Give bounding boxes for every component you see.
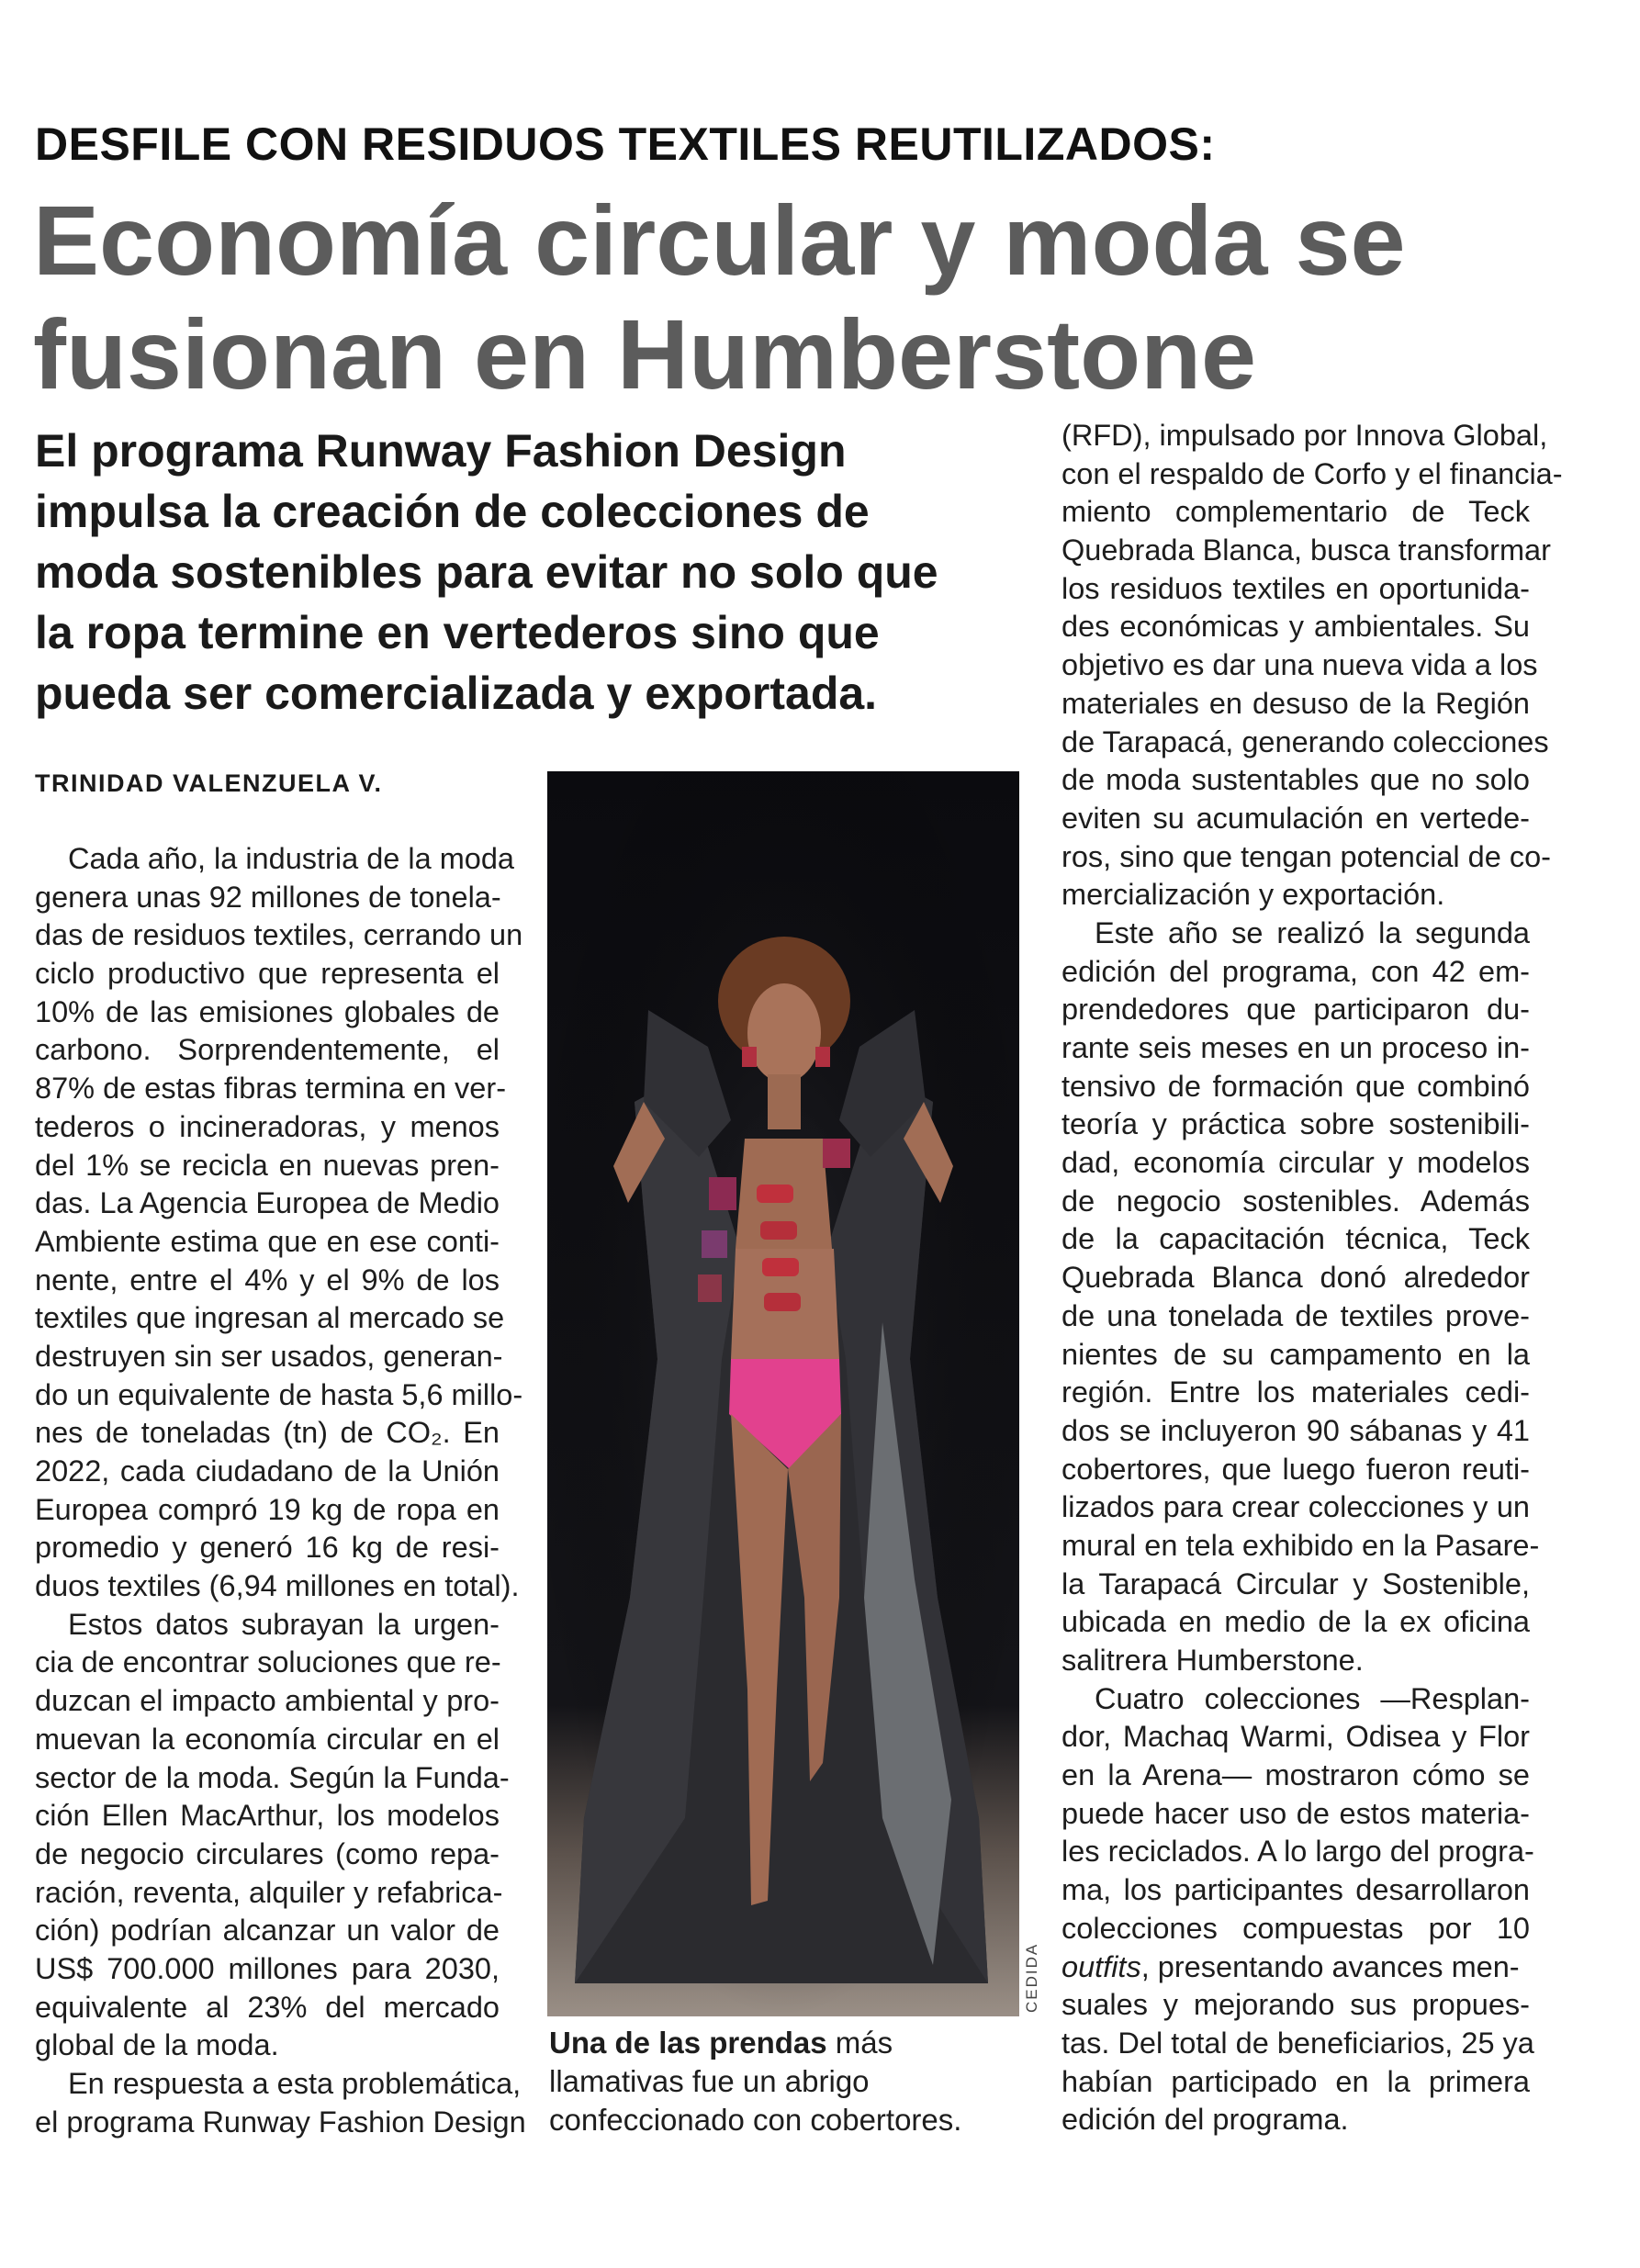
body-line: do un equivalente de hasta 5,6 millo- xyxy=(35,1377,523,1411)
body-line: suales y mejorando sus propues- xyxy=(1062,1988,1530,2022)
caption-line: confeccionado con cobertores. xyxy=(549,2103,962,2137)
body-line: el programa Runway Fashion Design xyxy=(35,2105,526,2139)
body-line xyxy=(1062,1948,1530,1987)
body-line: puede hacer uso de estos materia- xyxy=(1062,1796,1530,1830)
body-line: materiales en desuso de la Región xyxy=(1062,686,1530,720)
body-line: de negocio circulares (como repa- xyxy=(35,1836,500,1870)
body-line: des económicas y ambientales. Su xyxy=(1062,610,1530,644)
body-line: 87% de estas fibras termina en ver- xyxy=(35,1072,507,1106)
body-line: edición del programa, con 42 em- xyxy=(1062,954,1530,988)
body-line: mercialización y exportación. xyxy=(1062,878,1445,912)
body-line: promedio y generó 16 kg de resi- xyxy=(35,1531,500,1565)
body-line: de Tarapacá, generando colecciones xyxy=(1062,724,1549,758)
body-line: equivalente al 23% del mercado xyxy=(35,1990,500,2024)
body-line: ción) podrían alcanzar un valor de xyxy=(35,1914,500,1948)
body-line: Europea compró 19 kg de ropa en xyxy=(35,1492,500,1526)
body-line: global de la moda. xyxy=(35,2028,279,2062)
outfits-rest: , presentando avances men- xyxy=(1140,1949,1520,1983)
caption-rest: más xyxy=(826,2026,893,2060)
body-line: del 1% se recicla en nuevas pren- xyxy=(35,1148,500,1182)
body-line: objetivo es dar una nueva vida a los xyxy=(1062,648,1538,682)
body-column-3 xyxy=(1062,417,1563,2139)
body-line: salitrera Humberstone. xyxy=(1062,1644,1364,1677)
body-line: ros, sino que tengan potencial de co- xyxy=(1062,839,1551,873)
deck-line: El programa Runway Fashion Design xyxy=(35,425,847,477)
body-line: Ambiente estima que en ese conti- xyxy=(35,1224,500,1258)
body-line: duos textiles (6,94 millones en total). xyxy=(35,1569,520,1603)
body-line: Quebrada Blanca donó alrededor xyxy=(1062,1261,1530,1295)
body-line: rante seis meses en un proceso in- xyxy=(1062,1031,1530,1064)
body-line: lizados para crear colecciones y un xyxy=(1062,1490,1530,1524)
photo-caption xyxy=(549,2024,1027,2139)
body-line: Este año se realizó la segunda xyxy=(1095,915,1530,949)
body-line: textiles que ingresan al mercado se xyxy=(35,1301,505,1335)
deck-line: pueda ser comercializada y exportada. xyxy=(35,668,878,719)
headline-line-2: fusionan en Humberstone xyxy=(33,298,1257,410)
body-line: carbono. Sorprendentemente, el xyxy=(35,1033,500,1067)
body-line: destruyen sin ser usados, generan- xyxy=(35,1339,503,1373)
body-line: la Tarapacá Circular y Sostenible, xyxy=(1062,1566,1530,1600)
body-line: eviten su acumulación en vertede- xyxy=(1062,801,1530,835)
deck-line: la ropa termine en vertederos sino que xyxy=(35,607,880,658)
body-line: ubicada en medio de la ex oficina xyxy=(1062,1605,1530,1639)
body-line: habían participado en la primera xyxy=(1062,2064,1530,2098)
body-line: los residuos textiles en oportunida- xyxy=(1062,571,1530,605)
body-line: tederos o incineradoras, y menos xyxy=(35,1109,500,1143)
runway-photo xyxy=(547,771,1019,2016)
body-line: mural en tela exhibido en la Pasare- xyxy=(1062,1528,1540,1562)
body-line: nes de toneladas (tn) de CO₂. En xyxy=(35,1416,500,1450)
body-line: US$ 700.000 millones para 2030, xyxy=(35,1951,500,1985)
body-line: muevan la economía circular en el xyxy=(35,1722,500,1756)
body-line: colecciones compuestas por 10 xyxy=(1062,1911,1530,1945)
body-line: das. La Agencia Europea de Medio xyxy=(35,1186,500,1220)
body-line: dor, Machaq Warmi, Odisea y Flor xyxy=(1062,1720,1530,1754)
photo-credit: CEDIDA xyxy=(1023,1942,1040,2013)
body-line: En respuesta a esta problemática, xyxy=(68,2067,522,2100)
body-line: sector de la moda. Según la Funda- xyxy=(35,1760,510,1794)
body-line: genera unas 92 millones de tonela- xyxy=(35,880,501,914)
body-line: en la Arena— mostraron cómo se xyxy=(1062,1758,1530,1792)
body-line: ciclo productivo que representa el xyxy=(35,957,500,991)
headline xyxy=(33,184,1612,411)
deck-line: impulsa la creación de colecciones de xyxy=(35,486,870,537)
kicker: DESFILE CON RESIDUOS TEXTILES REUTILIZADOS: xyxy=(35,118,1216,170)
headline-line-1: Economía circular y moda se xyxy=(33,185,1406,296)
body-line: de una tonelada de textiles prove- xyxy=(1062,1298,1530,1332)
body-line: ción Ellen MacArthur, los modelos xyxy=(35,1799,500,1833)
byline: TRINIDAD VALENZUELA V. xyxy=(35,769,383,797)
body-line: duzcan el impacto ambiental y pro- xyxy=(35,1684,500,1718)
body-line: les reciclados. A lo largo del progra- xyxy=(1062,1835,1534,1869)
runway-photo-illustration xyxy=(547,771,1019,2016)
body-line: edición del programa. xyxy=(1062,2103,1349,2137)
body-line: teoría y práctica sobre sostenibili- xyxy=(1062,1107,1530,1141)
outfits-italic: outfits xyxy=(1062,1949,1141,1983)
body-line: 2022, cada ciudadano de la Unión xyxy=(35,1454,500,1488)
body-line: ración, reventa, alquiler y refabrica- xyxy=(35,1875,503,1909)
body-line: cobertores, que luego fueron reuti- xyxy=(1062,1452,1530,1486)
body-line: de moda sustentables que no solo xyxy=(1062,763,1530,797)
body-line: nientes de su campamento en la xyxy=(1062,1337,1530,1371)
deck-line: moda sostenibles para evitar no solo que xyxy=(35,546,938,598)
body-line: de la capacitación técnica, Teck xyxy=(1062,1222,1530,1256)
body-line: Cuatro colecciones —Resplan- xyxy=(1095,1681,1530,1715)
body-line: prendedores que participaron du- xyxy=(1062,993,1530,1027)
body-line: con el respaldo de Corfo y el financia- xyxy=(1062,456,1563,490)
body-line: 10% de las emisiones globales de xyxy=(35,994,500,1028)
body-line: Cada año, la industria de la moda xyxy=(68,842,515,875)
body-line: dad, economía circular y modelos xyxy=(1062,1146,1530,1180)
body-column-1 xyxy=(35,840,526,2141)
caption-line xyxy=(549,2024,1027,2062)
caption-line: llamativas fue un abrigo xyxy=(549,2064,870,2098)
body-line: Quebrada Blanca, busca transformar xyxy=(1062,533,1551,567)
body-line: tensivo de formación que combinó xyxy=(1062,1069,1530,1103)
body-line: región. Entre los materiales cedi- xyxy=(1062,1375,1530,1409)
body-line: tas. Del total de beneficiarios, 25 ya xyxy=(1062,2026,1534,2060)
body-line: Estos datos subrayan la urgen- xyxy=(68,1607,500,1641)
body-line: (RFD), impulsado por Innova Global, xyxy=(1062,419,1548,452)
body-line: de negocio sostenibles. Además xyxy=(1062,1184,1530,1218)
body-line: cia de encontrar soluciones que re- xyxy=(35,1645,501,1679)
caption-bold: Una de las prendas xyxy=(549,2026,827,2060)
body-line: dos se incluyeron 90 sábanas y 41 xyxy=(1062,1413,1530,1447)
deck xyxy=(35,421,1027,724)
body-line: miento complementario de Teck xyxy=(1062,495,1530,529)
body-line: nente, entre el 4% y el 9% de los xyxy=(35,1263,500,1297)
body-line: das de residuos textiles, cerrando un xyxy=(35,918,523,952)
body-line: ma, los participantes desarrollaron xyxy=(1062,1873,1530,1907)
